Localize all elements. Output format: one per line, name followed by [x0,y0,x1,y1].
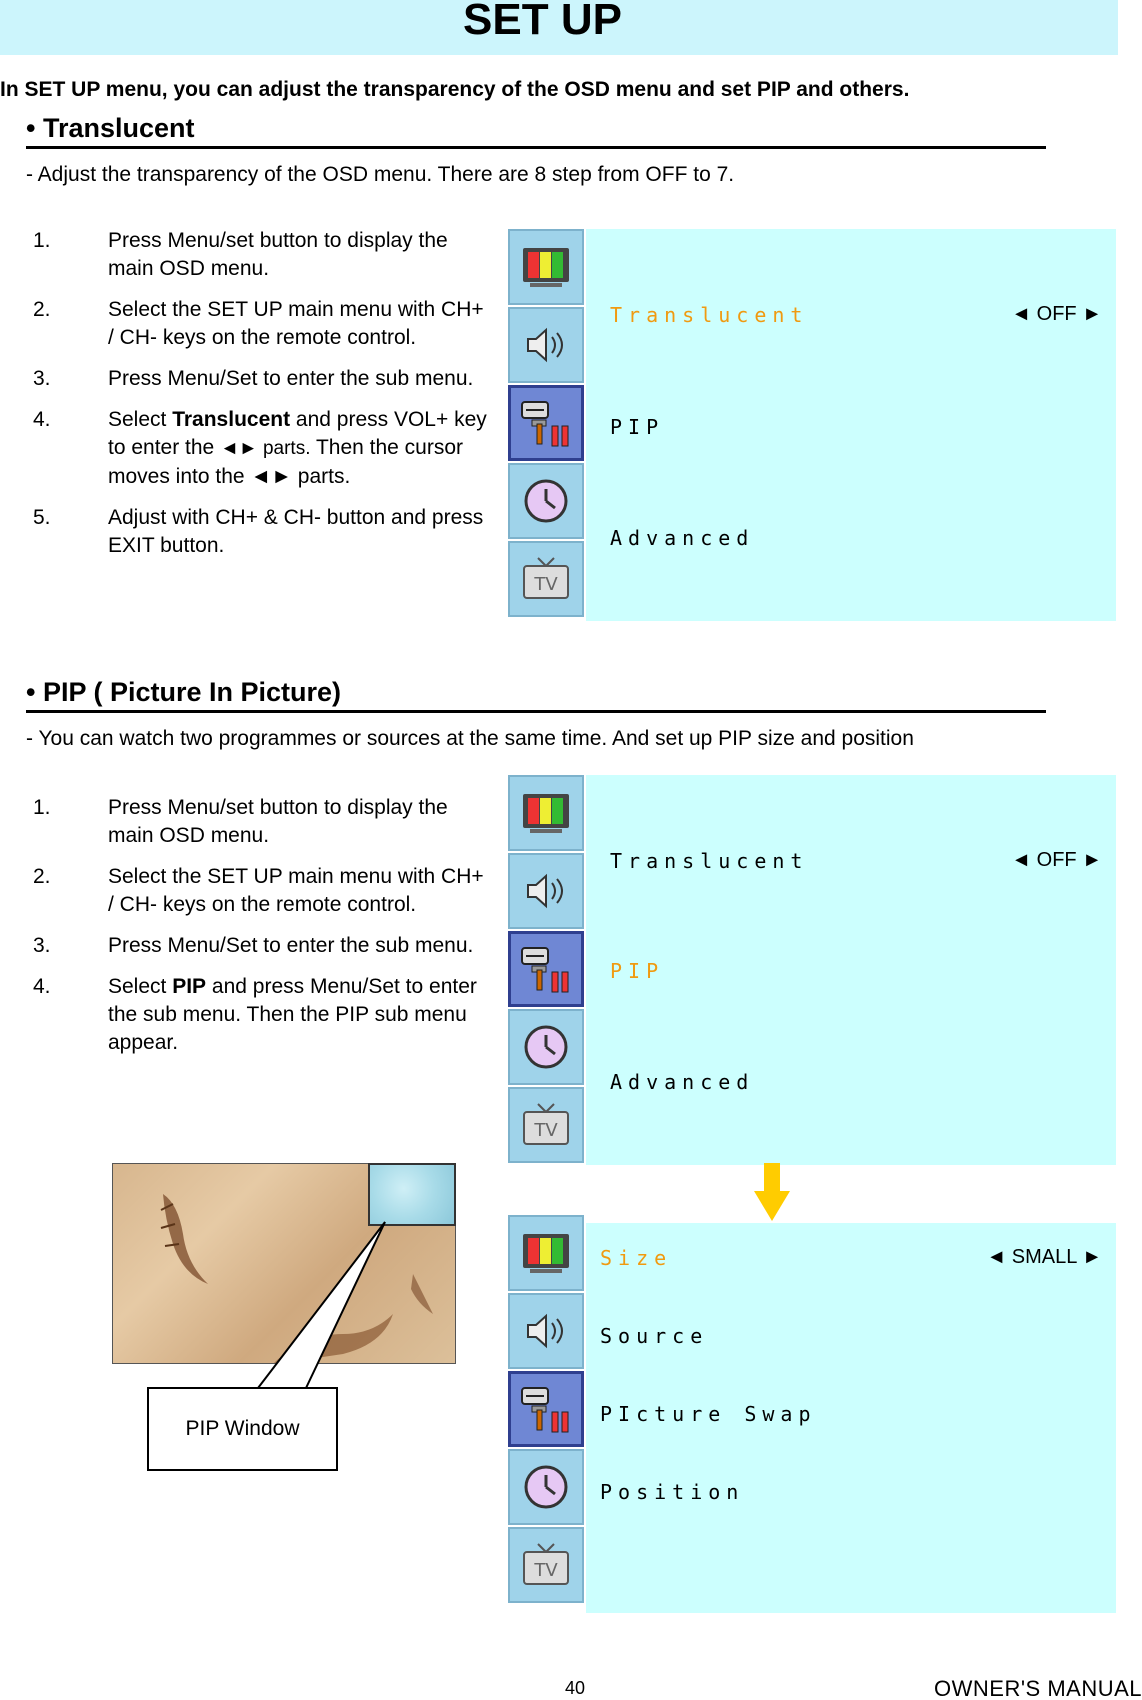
osd-value-size[interactable]: ◄ SMALL ► [986,1246,1102,1268]
osd-panel [586,1223,1116,1613]
translucent-description: - Adjust the transparency of the OSD menu. There are 8 step from OFF to 7. [26,163,735,186]
osd-menu-translucent [508,229,1116,621]
osd-item-advanced[interactable]: Advanced [610,1070,755,1094]
list-item [0,365,490,393]
intro-text: In SET UP menu, you can adjust the transparency of the OSD menu and set PIP and others. [0,78,910,101]
osd-item-translucent[interactable]: Translucent [610,849,809,873]
translucent-steps [0,227,490,573]
osd-icon-column [508,229,586,621]
pip-heading: • PIP ( Picture In Picture) [26,677,1046,713]
svg-text:TV: TV [534,574,558,595]
osd-icon-column [508,775,586,1165]
osd-submenu-pip [508,1215,1116,1613]
osd-item-size[interactable]: Size [600,1246,673,1270]
osd-value-translucent[interactable]: ◄ OFF ► [1011,849,1102,871]
sound-icon[interactable] [508,307,584,383]
setup-tools-icon[interactable] [508,385,584,461]
step-text: Press Menu/Set to enter the sub menu. [108,367,474,390]
setup-tools-icon[interactable] [508,1371,584,1447]
step-number: 1. [33,796,51,819]
list-item [0,794,490,850]
pip-window [368,1163,456,1226]
osd-value-translucent[interactable]: ◄ OFF ► [1011,303,1102,325]
list-item [0,973,490,1057]
step-number: 1. [33,229,51,252]
sound-icon[interactable] [508,1293,584,1369]
step-text-post: Then the cursor moves into the ◄► parts. [108,436,464,488]
step-keyword: PIP [172,975,207,998]
picture-icon[interactable] [508,1215,584,1291]
step-text: Press Menu/set button to display the main OSD menu. [108,229,448,280]
picture-icon[interactable] [508,775,584,851]
pip-steps [0,794,490,1070]
step-text: Adjust with CH+ & CH- button and press EXIT button. [108,506,484,557]
osd-item-pip[interactable]: PIP [610,415,665,439]
list-item [0,227,490,283]
picture-icon[interactable] [508,229,584,305]
osd-item-advanced[interactable]: Advanced [610,526,755,550]
list-item [0,504,490,560]
osd-item-picture-swap[interactable]: PIcture Swap [600,1402,817,1426]
step-text-mid: and press VOL+ key to enter the [108,408,487,459]
callout-pointer [250,1220,410,1392]
clock-icon[interactable] [508,1449,584,1525]
step-text-pre: Select [108,975,173,998]
step-number: 3. [33,934,51,957]
osd-item-pip[interactable]: PIP [610,959,665,983]
manual-title: OWNER'S MANUAL [934,1676,1142,1700]
pip-description: - You can watch two programmes or sources at the same time. And set up PIP size and position [26,727,914,750]
step-text-post: and press Menu/Set to enter the sub menu. Then the PIP sub menu appear. [108,975,477,1054]
clock-icon[interactable] [508,1009,584,1085]
osd-panel [586,775,1116,1165]
svg-text:TV: TV [534,1560,558,1581]
step-number: 3. [33,367,51,390]
step-text: Press Menu/set button to display the main OSD menu. [108,796,448,847]
step-text-pre: Select [108,408,173,431]
list-item [0,863,490,919]
osd-icon-column [508,1215,586,1613]
sound-icon[interactable] [508,853,584,929]
step-text: Press Menu/Set to enter the sub menu. [108,934,474,957]
step-text: Select the SET UP main menu with CH+ / CH- keys on the remote control. [108,298,484,349]
clock-icon[interactable] [508,463,584,539]
step-number: 2. [33,298,51,321]
step-text: Select the SET UP main menu with CH+ / CH- keys on the remote control. [108,865,484,916]
page-title: SET UP [463,0,622,44]
osd-panel [586,229,1116,621]
setup-tools-icon[interactable] [508,931,584,1007]
arrow-down-icon [752,1163,792,1223]
page-number: 40 [565,1678,586,1698]
list-item [0,932,490,960]
svg-text:TV: TV [534,1120,558,1141]
step-number: 5. [33,506,51,529]
osd-item-translucent[interactable]: Translucent [610,303,809,327]
list-item [0,296,490,352]
list-item [0,406,490,491]
osd-menu-pip [508,775,1116,1165]
tv-icon[interactable] [508,541,584,617]
step-arrows: ◄► parts. [220,438,311,459]
osd-item-position[interactable]: Position [600,1480,745,1504]
step-keyword: Translucent [172,408,291,431]
tv-icon[interactable] [508,1087,584,1163]
tv-icon[interactable] [508,1527,584,1603]
step-number: 2. [33,865,51,888]
osd-item-source[interactable]: Source [600,1324,709,1348]
translucent-heading: • Translucent [26,113,1046,149]
step-number: 4. [33,975,51,998]
step-number: 4. [33,408,51,431]
pip-window-callout: PIP Window [147,1387,338,1471]
